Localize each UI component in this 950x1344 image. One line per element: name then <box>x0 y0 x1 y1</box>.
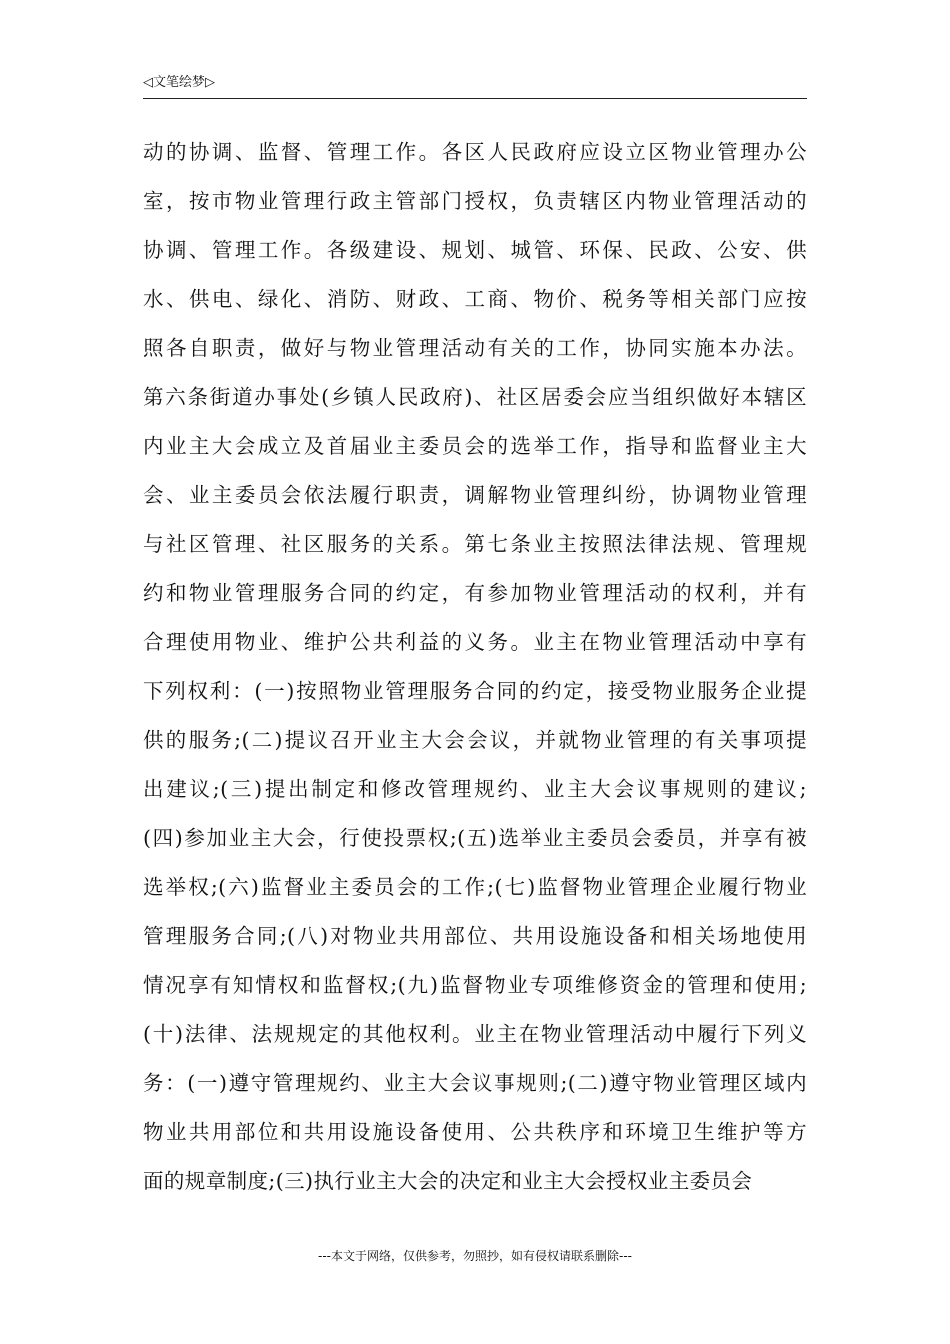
body-line: 选举权;(六)监督业主委员会的工作;(七)监督物业管理企业履行物业 <box>143 875 807 899</box>
body-line: 内业主大会成立及首届业主委员会的选举工作，指导和监督业主大 <box>143 434 807 458</box>
body-line: (十)法律、法规规定的其他权利。业主在物业管理活动中履行下列义 <box>143 1022 807 1046</box>
body-line: 供的服务;(二)提议召开业主大会会议，并就物业管理的有关事项提 <box>143 728 807 752</box>
body-line: 务：(一)遵守管理规约、业主大会议事规则;(二)遵守物业管理区域内 <box>143 1071 807 1095</box>
body-line: 情况享有知情权和监督权;(九)监督物业专项维修资金的管理和使用; <box>143 973 807 997</box>
body-line: 下列权利：(一)按照物业管理服务合同的约定，接受物业服务企业提 <box>143 679 807 703</box>
body-line: 管理服务合同;(八)对物业共用部位、共用设施设备和相关场地使用 <box>143 924 807 948</box>
body-line: 动的协调、监督、管理工作。各区人民政府应设立区物业管理办公 <box>143 140 807 164</box>
body-line: 面的规章制度;(三)执行业主大会的决定和业主大会授权业主委员会 <box>143 1169 753 1193</box>
body-line: 室，按市物业管理行政主管部门授权，负责辖区内物业管理活动的 <box>143 189 807 213</box>
document-body <box>143 128 807 1206</box>
body-line: 会、业主委员会依法履行职责，调解物业管理纠纷，协调物业管理 <box>143 483 807 507</box>
body-line: 水、供电、绿化、消防、财政、工商、物价、税务等相关部门应按 <box>143 287 807 311</box>
body-line: 照各自职责，做好与物业管理活动有关的工作，协同实施本办法。 <box>143 336 807 360</box>
body-line: 约和物业管理服务合同的约定，有参加物业管理活动的权利，并有 <box>143 581 807 605</box>
body-line: 协调、管理工作。各级建设、规划、城管、环保、民政、公安、供 <box>143 238 807 262</box>
body-line: 与社区管理、社区服务的关系。第七条业主按照法律法规、管理规 <box>143 532 807 556</box>
body-line: 第六条街道办事处(乡镇人民政府)、社区居委会应当组织做好本辖区 <box>143 385 807 409</box>
page-footer: ---本文于网络，仅供参考，勿照抄，如有侵权请联系删除--- <box>318 1249 632 1263</box>
page-header <box>143 72 807 99</box>
body-line: 出建议;(三)提出制定和修改管理规约、业主大会议事规则的建议; <box>143 777 807 801</box>
header-title: ◁文笔绘梦▷ <box>143 75 215 90</box>
body-line: (四)参加业主大会，行使投票权;(五)选举业主委员会委员，并享有被 <box>143 826 807 850</box>
body-line: 合理使用物业、维护公共利益的义务。业主在物业管理活动中享有 <box>143 630 807 654</box>
body-line: 物业共用部位和共用设施设备使用、公共秩序和环境卫生维护等方 <box>143 1120 807 1144</box>
